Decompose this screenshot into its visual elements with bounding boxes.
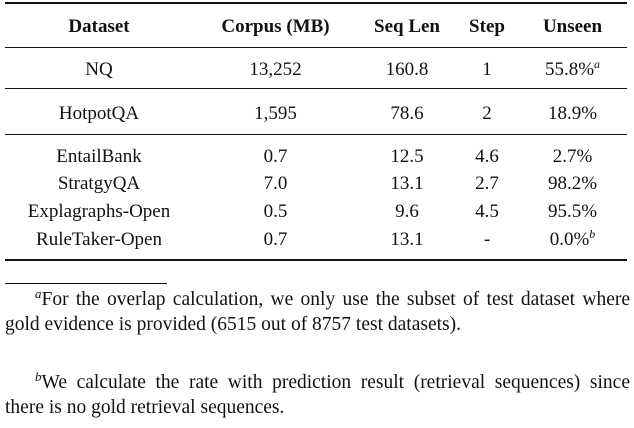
cell-corpus: 7.0 [263,173,288,194]
cell-step: - [483,229,491,250]
footnote-a-text: For the overlap calculation, we only use the subset of test dataset where gold evidence is provided (6515 out of 8757 test datasets). [5,289,630,335]
cell-corpus: 13,252 [249,59,302,80]
cell-step: 2.7 [475,173,499,194]
cell-seq-len: 78.6 [390,103,424,124]
cell-dataset: HotpotQA [58,103,140,124]
header-rule [5,47,627,48]
footnote-b-marker: b [35,369,42,384]
cell-unseen: 2.7% [552,146,593,167]
header-seq-len: Seq Len [374,16,440,37]
cell-unseen: 95.5% [547,201,598,222]
cell-corpus: 1,595 [254,103,297,124]
table-bottom-rule [5,259,627,261]
footnote-b-text: We calculate the rate with prediction result (retrieval sequences) since there is no gold retrieval sequences. [5,372,630,418]
cell-seq-len: 12.5 [390,146,424,167]
table-row [5,171,627,197]
cell-seq-len: 160.8 [385,59,429,80]
cell-corpus: 0.5 [263,201,288,222]
cell-unseen [518,227,627,253]
unseen-value: 0.0% [549,229,590,250]
footnote-marker: a [594,57,601,71]
footnote-b [5,370,630,420]
header-unseen: Unseen [542,16,603,37]
group-rule [5,134,627,135]
cell-step: 4.5 [475,201,499,222]
cell-unseen: 98.2% [547,173,598,194]
header-step: Step [469,16,505,37]
cell-step: 1 [482,59,492,80]
unseen-value: 55.8% [544,59,595,80]
table-top-rule [5,2,627,4]
cell-corpus: 0.7 [263,146,288,167]
footnote-separator [5,283,167,284]
table-row [5,227,627,253]
footnote-a [5,287,630,337]
cell-step: 2 [482,103,492,124]
cell-unseen [518,57,627,83]
cell-unseen: 18.9% [547,103,598,124]
header-dataset: Dataset [68,16,130,37]
cell-seq-len: 9.6 [395,201,419,222]
table-row [5,199,627,225]
group-rule [5,88,627,89]
cell-dataset: NQ [85,59,113,80]
cell-dataset: Explagraphs-Open [27,201,171,222]
header-corpus: Corpus (MB) [221,16,330,37]
cell-step: 4.6 [475,146,499,167]
cell-dataset: RuleTaker-Open [36,229,162,250]
table-row [5,101,627,127]
cell-seq-len: 13.1 [390,173,424,194]
table-row [5,144,627,170]
cell-seq-len: 13.1 [390,229,424,250]
cell-dataset: EntailBank [56,146,142,167]
cell-dataset: StratgyQA [57,173,141,194]
footnote-a-marker: a [35,286,42,301]
cell-corpus: 0.7 [263,229,288,250]
footnote-marker: b [589,227,596,241]
table-row [5,57,627,83]
table-header-row [5,14,627,40]
